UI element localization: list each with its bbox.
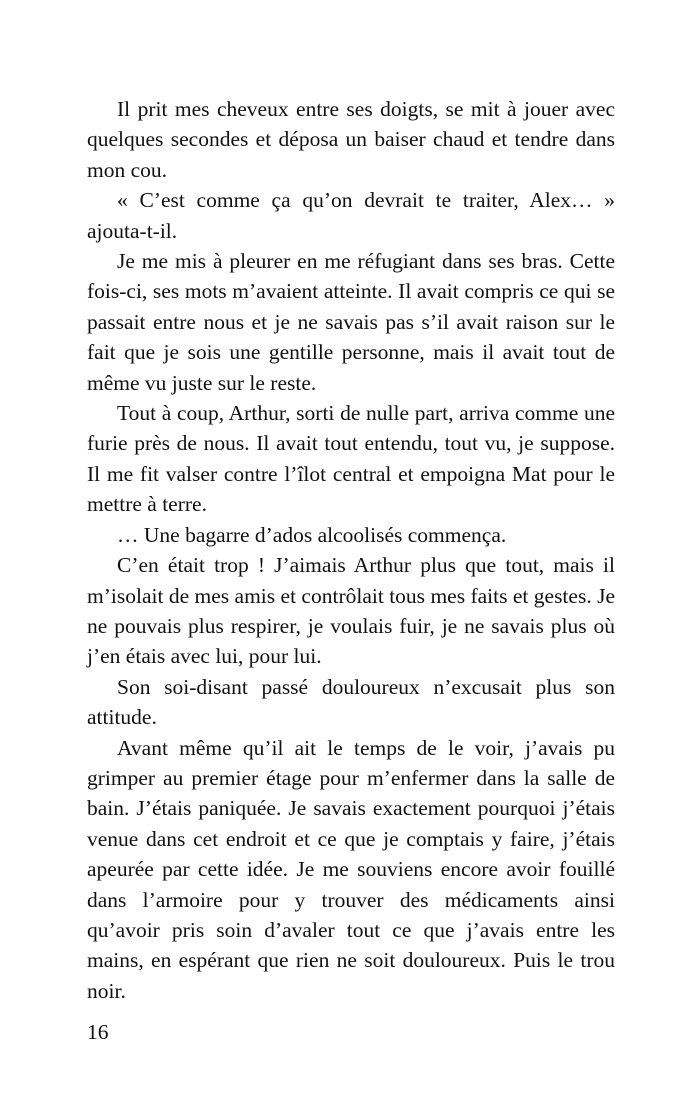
paragraph: Il prit mes cheveux entre ses doigts, se mit à jouer avec quelques secondes et déposa un baiser chaud et tendre dans mon cou.: [87, 97, 615, 182]
paragraph: Avant même qu’il ait le temps de le voir, j’avais pu grimper au premier étage pour m’enfermer dans la salle de bain. J’étais paniquée. Je savais exactement pourquoi j’étais venue dans cet endroit et ce que je comptais y faire, j’étais apeurée par cette idée. Je me souviens encore avoir fouillé dans l’armoire pour y trouver des médicaments ainsi qu’avoir pris soin d’avaler tout ce que j’avais entre les mains, en espérant que rien ne soit douloureux. Puis le trou noir.: [87, 735, 615, 1003]
paragraph: … Une bagarre d’ados alcoolisés commença.: [117, 522, 507, 547]
body-text: [87, 94, 615, 1006]
paragraph: Je me mis à pleurer en me réfugiant dans ses bras. Cette fois-ci, ses mots m’avaient atteinte. Il avait compris ce qui se passait entre nous et je ne savais pas s’il avait raison sur le fait que je sois une gentille personne, mais il avait tout de même vu juste sur le reste.: [87, 249, 615, 395]
paragraph: C’en était trop ! J’aimais Arthur plus que tout, mais il m’isolait de mes amis et contrôlait tous mes faits et gestes. Je ne pouvais plus respirer, je voulais fuir, je ne savais plus où j’en étais avec lui, pour lui.: [87, 553, 615, 669]
paragraph: Tout à coup, Arthur, sorti de nulle part, arriva comme une furie près de nous. Il avait tout entendu, tout vu, je suppose. Il me fit valser contre l’îlot central et empoigna Mat pour le mettre à terre.: [87, 401, 615, 517]
paragraph: « C’est comme ça qu’on devrait te traiter, Alex… » ajouta-t-il.: [87, 188, 615, 243]
paragraph: Son soi-disant passé douloureux n’excusait plus son attitude.: [87, 674, 615, 730]
page-number: 16: [87, 1020, 109, 1044]
